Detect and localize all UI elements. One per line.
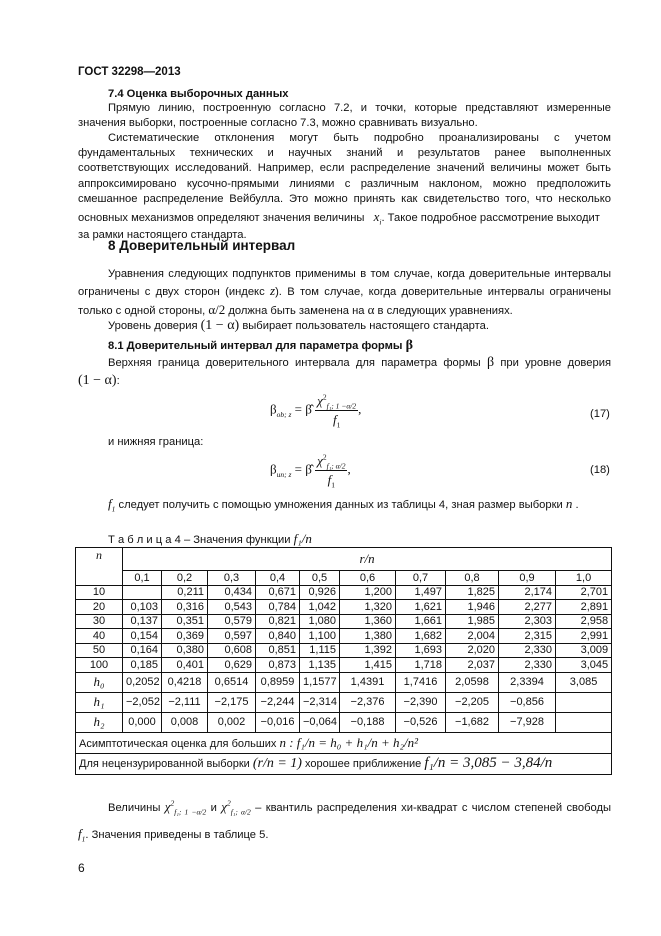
lower-bound-label: и нижняя граница: <box>108 436 204 448</box>
table-cell: 3,009 <box>556 643 612 658</box>
paragraph-8-2: Уровень доверия (1 − α) выбирает пользователь настоящего стандарта. <box>108 318 489 333</box>
table-cell: 0,579 <box>208 614 256 629</box>
equation-17-number: (17) <box>590 408 610 420</box>
table-cell: 1,497 <box>396 585 446 600</box>
row-label: 10 <box>76 585 123 600</box>
table-cell: 1,7416 <box>396 672 446 692</box>
table-f1-n <box>75 547 612 775</box>
table-cell: −2,376 <box>340 692 396 712</box>
column-header: 0,6 <box>340 571 396 586</box>
table-cell: 0,4218 <box>162 672 208 692</box>
table-row <box>76 692 612 712</box>
table-cell: 0,629 <box>208 658 256 673</box>
paragraph-7-4-1: Прямую линию, построенную согласно 7.2, и точки, которые представляют измеренные значения выборки, построенные согласно 7.3, можно сравнивать визуально. <box>78 102 611 129</box>
row-label: 20 <box>76 600 123 615</box>
table-cell: 1,320 <box>340 600 396 615</box>
table-cell: 1,380 <box>340 629 396 644</box>
table-cell: 3,085 <box>556 672 612 692</box>
table-cell: 2,303 <box>499 614 556 629</box>
table-cell: 1,392 <box>340 643 396 658</box>
table-cell: 2,3394 <box>499 672 556 692</box>
column-header: 0,1 <box>123 571 162 586</box>
f1-paragraph: $f_1$ следует получить с помощью умножения данных из таблицы 4, зная размер выборки n . <box>108 496 579 514</box>
table-cell: 1,985 <box>446 614 499 629</box>
table-cell: 1,042 <box>300 600 340 615</box>
table-row <box>76 614 612 629</box>
table-cell: 0,380 <box>162 643 208 658</box>
table-cell: 0,6514 <box>208 672 256 692</box>
table-cell <box>556 692 612 712</box>
table-row <box>76 643 612 658</box>
table-cell: 0,103 <box>123 600 162 615</box>
table-cell: 1,135 <box>300 658 340 673</box>
table-cell: −2,175 <box>208 692 256 712</box>
table-cell: 1,946 <box>446 600 499 615</box>
table-cell: 0,369 <box>162 629 208 644</box>
table-cell: 1,661 <box>396 614 446 629</box>
row-label: h₀ <box>76 672 123 692</box>
table-row <box>76 585 612 600</box>
table-cell: 2,004 <box>446 629 499 644</box>
column-header: 0,4 <box>256 571 300 586</box>
table-cell: 0,137 <box>123 614 162 629</box>
table-row <box>76 629 612 644</box>
table-cell: 1,4391 <box>340 672 396 692</box>
table-cell: 0,000 <box>123 712 162 732</box>
table-cell: 2,958 <box>556 614 612 629</box>
table-cell: 2,174 <box>499 585 556 600</box>
table-cell: 2,277 <box>499 600 556 615</box>
row-label: 100 <box>76 658 123 673</box>
section-title-8: 8 Доверительный интервал <box>108 238 296 253</box>
table-cell: 0,608 <box>208 643 256 658</box>
chi-square-paragraph: Величины $\chi^2_{f_1; 1 -\alpha/2}$ и $\chi^2_{f_1; \alpha/2}$ – квантиль распределения хи-квадрат с числом степеней свободы $f_1$. Значения приведены в таблице 5. <box>78 798 612 844</box>
table-cell: 0,164 <box>123 643 162 658</box>
table-cell: 0,351 <box>162 614 208 629</box>
table-cell: 2,330 <box>499 643 556 658</box>
table-cell <box>123 585 162 600</box>
table-cell: 0,185 <box>123 658 162 673</box>
equation-17: $\beta_{ob; z}$ = β̂ $\frac{\chi^2_{f_1; 1 -\alpha/2}}{f_1}$ , <box>270 392 362 430</box>
table-cell: 1,080 <box>300 614 340 629</box>
row-label: 30 <box>76 614 123 629</box>
uncensored-row: Для нецензурированной выборки (r/n = 1) хорошее приближение f₁/n = 3,085 − 3,84/n <box>76 753 612 774</box>
table-cell: 2,0598 <box>446 672 499 692</box>
table-cell: 0,002 <box>208 712 256 732</box>
table-cell: −7,928 <box>499 712 556 732</box>
table-cell: −0,064 <box>300 712 340 732</box>
table-cell: 3,045 <box>556 658 612 673</box>
table-cell: 0,2052 <box>123 672 162 692</box>
table-cell: 1,693 <box>396 643 446 658</box>
table-cell: −2,111 <box>162 692 208 712</box>
table-body <box>76 585 612 732</box>
column-header: 0,3 <box>208 571 256 586</box>
table-cell: 1,621 <box>396 600 446 615</box>
table-cell: −2,052 <box>123 692 162 712</box>
table-row <box>76 600 612 615</box>
variable-x: x <box>373 209 380 225</box>
table-cell: 0,008 <box>162 712 208 732</box>
table-cell: 0,873 <box>256 658 300 673</box>
table-cell: −2,390 <box>396 692 446 712</box>
table-cell: 2,891 <box>556 600 612 615</box>
paragraph-7-4-2: Систематические отклонения могут быть подробно проанализированы с учетом фундаментальных технических и научных знаний и результатов ранее выполненных соответствующих исследований. Например, если распределение значений величины может быть аппроксимировано кусочно-прямыми линиями с различным наклоном, можно предположить смешанное распределение Вейбулла. Это можно принять как свидетельство того, что несколько основных механизмов определяют значения величины $x_i$. Такое подробное рассмотрение выходит за рамки настоящего стандарта. <box>78 132 611 242</box>
column-header: 0,2 <box>162 571 208 586</box>
row-label: 50 <box>76 643 123 658</box>
page-number: 6 <box>78 861 85 875</box>
table-cell: −0,016 <box>256 712 300 732</box>
table-cell: 1,682 <box>396 629 446 644</box>
table-cell: 0,926 <box>300 585 340 600</box>
table-row <box>76 712 612 732</box>
equation-18-number: (18) <box>590 464 610 476</box>
table-cell: 0,401 <box>162 658 208 673</box>
table-cell: 1,718 <box>396 658 446 673</box>
table-cell: 0,851 <box>256 643 300 658</box>
table-cell: −0,856 <box>499 692 556 712</box>
table-cell: 0,784 <box>256 600 300 615</box>
table-cell: 1,115 <box>300 643 340 658</box>
column-header-row <box>76 571 612 586</box>
table-cell: −2,244 <box>256 692 300 712</box>
table-cell: 0,821 <box>256 614 300 629</box>
column-header: 0,9 <box>499 571 556 586</box>
header-n: n <box>76 548 123 586</box>
paragraph-8-1-1: Верхняя граница доверительного интервала для параметра формы β при уровне доверия (1 − α): <box>78 355 611 388</box>
column-header: 0,8 <box>446 571 499 586</box>
table-cell: 0,8959 <box>256 672 300 692</box>
table-cell: −2,314 <box>300 692 340 712</box>
table-cell: 1,360 <box>340 614 396 629</box>
asymptotic-row: Асимптотическая оценка для больших n : f₁/n = h₀ + h₁/n + h₂/n² <box>76 732 612 753</box>
table-cell: 1,1577 <box>300 672 340 692</box>
column-header: 0,5 <box>300 571 340 586</box>
table-cell: −0,188 <box>340 712 396 732</box>
paragraph-8-1: Уравнения следующих подпунктов применимы в том случае, когда доверительные интервалы ограничены с двух сторон (индекс z). В том случае, когда доверительные интервалы ограничены только с одной стороны, α/2 должна быть заменена на α в следующих уравнениях. <box>78 268 612 317</box>
table-cell: 0,154 <box>123 629 162 644</box>
table-cell: 1,100 <box>300 629 340 644</box>
section-title-8-1: 8.1 Доверительный интервал для параметра формы β <box>108 338 413 353</box>
table-cell: −1,682 <box>446 712 499 732</box>
table-cell: 2,701 <box>556 585 612 600</box>
table-cell: 2,315 <box>499 629 556 644</box>
table-cell: 0,840 <box>256 629 300 644</box>
table-cell: 2,037 <box>446 658 499 673</box>
table-row <box>76 658 612 673</box>
table-cell: 0,597 <box>208 629 256 644</box>
equation-18: $\beta_{un; z}$ = β̂ $\frac{\chi^2_{f_1; \alpha/2}}{f_1}$ , <box>270 452 351 490</box>
row-label: h₂ <box>76 712 123 732</box>
table-caption: Т а б л и ц а 4 – Значения функции f₁/n <box>108 531 312 546</box>
document-header: ГОСТ 32298—2013 <box>78 66 181 78</box>
table-cell: 2,991 <box>556 629 612 644</box>
table-cell: 0,316 <box>162 600 208 615</box>
table-cell: 1,200 <box>340 585 396 600</box>
table-cell <box>556 712 612 732</box>
section-title-7-4: 7.4 Оценка выборочных данных <box>108 88 289 100</box>
column-header: 0,7 <box>396 571 446 586</box>
table-cell: 1,415 <box>340 658 396 673</box>
table-cell: 0,434 <box>208 585 256 600</box>
row-label: 40 <box>76 629 123 644</box>
header-rn: r/n <box>123 548 612 571</box>
table-cell: 0,543 <box>208 600 256 615</box>
table-row <box>76 672 612 692</box>
row-label: h₁ <box>76 692 123 712</box>
table-cell: −2,205 <box>446 692 499 712</box>
table-cell: 0,211 <box>162 585 208 600</box>
table-cell: 0,671 <box>256 585 300 600</box>
table-cell: 2,020 <box>446 643 499 658</box>
table-cell: 1,825 <box>446 585 499 600</box>
column-header: 1,0 <box>556 571 612 586</box>
table-cell: −0,526 <box>396 712 446 732</box>
table-cell: 2,330 <box>499 658 556 673</box>
